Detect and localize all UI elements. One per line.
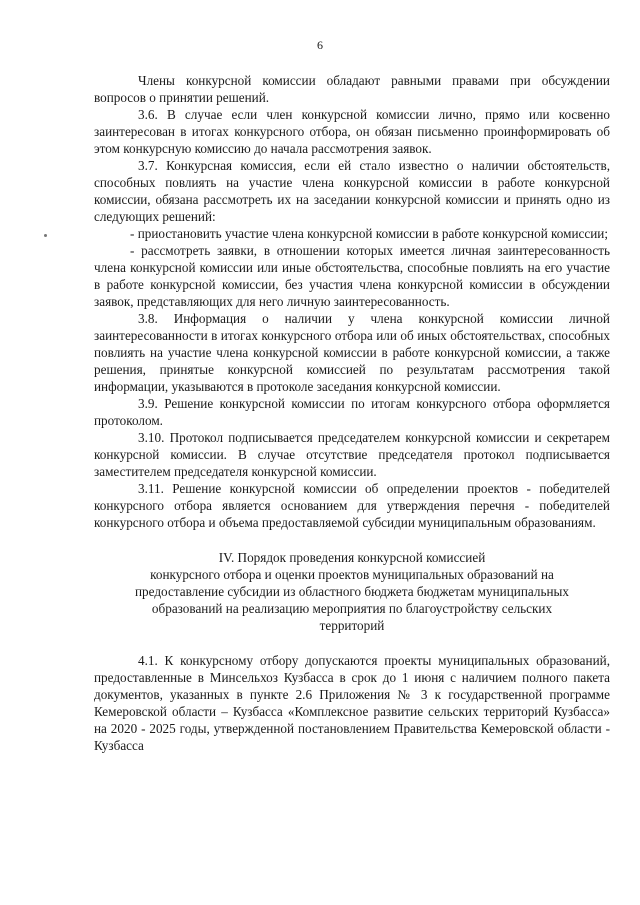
heading-line: конкурсного отбора и оценки проектов муниципальных образований на [150,567,554,582]
heading-line: предоставление субсидии из областного бюджета бюджетам муниципальных [135,584,569,599]
heading-line: образований на реализацию мероприятия по благоустройству сельских [151,601,553,616]
document-body [94,72,610,754]
scan-speck [44,234,47,237]
paragraph-3-6: 3.6. В случае если член конкурсной комиссии лично, прямо или косвенно заинтересован в итогах конкурсного отбора, он обязан письменно проинформировать об этом конкурсную комиссию до начала рассмотрения заявок. [94,107,610,156]
heading-line: IV. Порядок проведения конкурсной комиссией [218,550,486,565]
paragraph-4-1: 4.1. К конкурсному отбору допускаются проекты муниципальных образований, предоставленные в Минсельхоз Кузбасса в срок до 1 июня с наличием полного пакета документов, указанных в пункте 2.6 Приложения № 3 к государственной программе Кемеровской области – Кузбасса «Комплексное развитие сельских территорий Кузбасса» на 2020 - 2025 годы, утвержденной постановлением Правительства Кемеровской области - Кузбасса [94,653,610,753]
list-item-review: - рассмотреть заявки, в отношении которых имеется личная заинтересованность члена конкурсной комиссии или иные обстоятельства, способные повлиять на его участие в работе конкурсной комиссии, без участия члена конкурсной комиссии в обсуждении заявок, представляющих для него личную заинтересованность. [94,243,610,309]
paragraph-3-8: 3.8. Информация о наличии у члена конкурсной комиссии личной заинтересованности в итогах конкурсного отбора или об иных обстоятельствах, способных повлиять на участие члена конкурсной комиссии в работе конкурсной комиссии, а также решения, принятые конкурсной комиссией по результатам рассмотрения такой информации, указываются в протоколе заседания конкурсной комиссии. [94,311,610,394]
paragraph-3-10: 3.10. Протокол подписывается председателем конкурсной комиссии и секретарем конкурсной комиссии. В случае отсутствие председателя протокол подписывается заместителем председателя конкурсной комиссии. [94,430,610,479]
section-heading-iv [94,549,610,634]
paragraph-commission-rights: Члены конкурсной комиссии обладают равными правами при обсуждении вопросов о принятии решений. [94,73,610,105]
heading-line: территорий [319,618,385,633]
paragraph-3-11: 3.11. Решение конкурсной комиссии об определении проектов - победителей конкурсного отбора является основанием для утверждения перечня - победителей конкурсного отбора и объема предоставляемой субсидии муниципальным образованиям. [94,481,610,530]
page-number: 6 [317,38,323,52]
list-item-suspend: - приостановить участие члена конкурсной комиссии в работе конкурсной комиссии; [130,226,609,241]
paragraph-3-9: 3.9. Решение конкурсной комиссии по итогам конкурсного отбора оформляется протоколом. [94,396,610,428]
paragraph-3-7: 3.7. Конкурсная комиссия, если ей стало известно о наличии обстоятельств, способных повлиять на участие члена конкурсной комиссии в работе конкурсной комиссии, обязана рассмотреть их на заседании конкурсной комиссии и принять одно из следующих решений: [94,158,610,224]
